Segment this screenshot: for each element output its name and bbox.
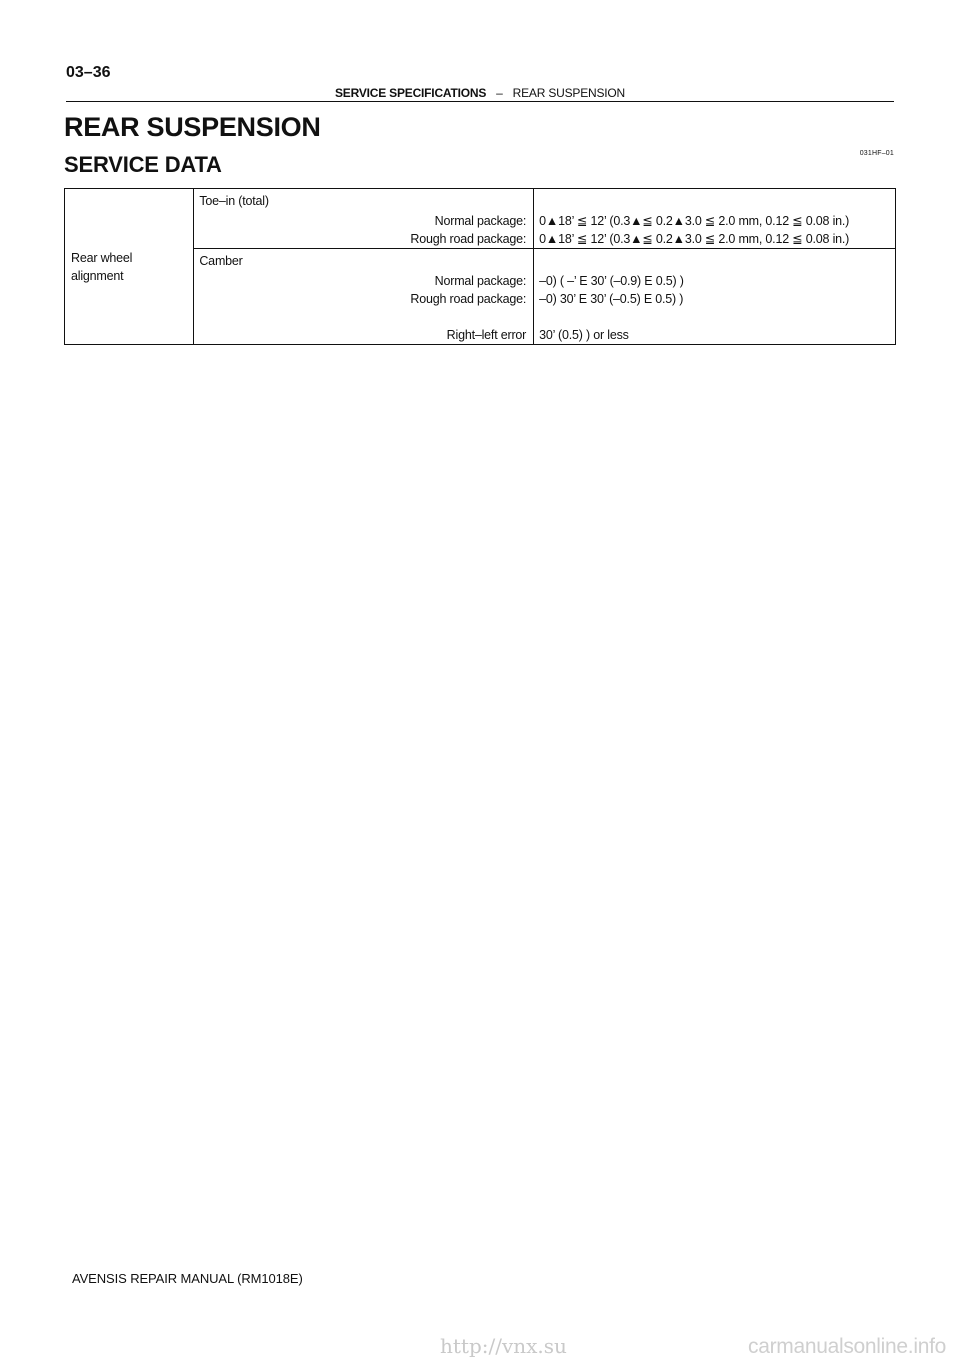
- toe-in-value-spacer: [534, 189, 895, 212]
- header-separator: –: [496, 86, 503, 100]
- section-title: SERVICE DATA: [64, 152, 222, 177]
- camber-label-spacer: [194, 308, 533, 326]
- camber-label: Camber: [199, 254, 243, 268]
- toe-in-value-cell: [534, 189, 896, 249]
- header-subsection: REAR SUSPENSION: [512, 86, 626, 100]
- camber-rough-condition: Rough road package:: [410, 292, 527, 306]
- camber-value-gap: [534, 308, 895, 326]
- camber-error-condition: Right–left error: [446, 328, 527, 342]
- watermark-carmanuals: carmanualsonline.info: [748, 1335, 946, 1358]
- watermark-vnx: http://vnx.su: [440, 1334, 567, 1358]
- footer-manual-id: AVENSIS REPAIR MANUAL (RM1018E): [72, 1271, 303, 1286]
- camber-normal-value: –0) ( –’ E 30’ (–0.9) E 0.5) ): [539, 274, 684, 288]
- camber-error-value: 30’ (0.5) ) or less: [539, 328, 629, 342]
- item-name: Rear wheel alignment: [71, 250, 133, 283]
- camber-normal-condition: Normal package:: [434, 274, 527, 288]
- toe-in-normal-condition: Normal package:: [434, 214, 527, 228]
- camber-value-spacer: [534, 249, 895, 272]
- toe-in-label: Toe–in (total): [199, 194, 269, 208]
- toe-in-rough-value: 0▲18’ ≦ 12’ (0.3▲≦ 0.2▲3.0 ≦ 2.0 mm, 0.12 ≦ 0.08 in.): [539, 232, 850, 246]
- toe-in-label-cell: [194, 189, 534, 249]
- toe-in-normal-value: 0▲18’ ≦ 12’ (0.3▲≦ 0.2▲3.0 ≦ 2.0 mm, 0.12 ≦ 0.08 in.): [539, 214, 850, 228]
- page-number: 03–36: [66, 64, 111, 81]
- camber-label-cell: [194, 249, 534, 345]
- service-data-table: [64, 188, 896, 345]
- document-code: 031HF–01: [859, 150, 894, 157]
- toe-in-rough-condition: Rough road package:: [410, 232, 527, 246]
- toe-in-row: [65, 189, 896, 249]
- item-cell: [65, 189, 194, 345]
- header-section: SERVICE SPECIFICATIONS: [334, 86, 487, 100]
- camber-value-cell: [534, 249, 896, 345]
- camber-rough-value: –0) 30’ E 30’ (–0.5) E 0.5) ): [539, 292, 684, 306]
- page-title: REAR SUSPENSION: [64, 112, 321, 142]
- running-header: [66, 86, 894, 102]
